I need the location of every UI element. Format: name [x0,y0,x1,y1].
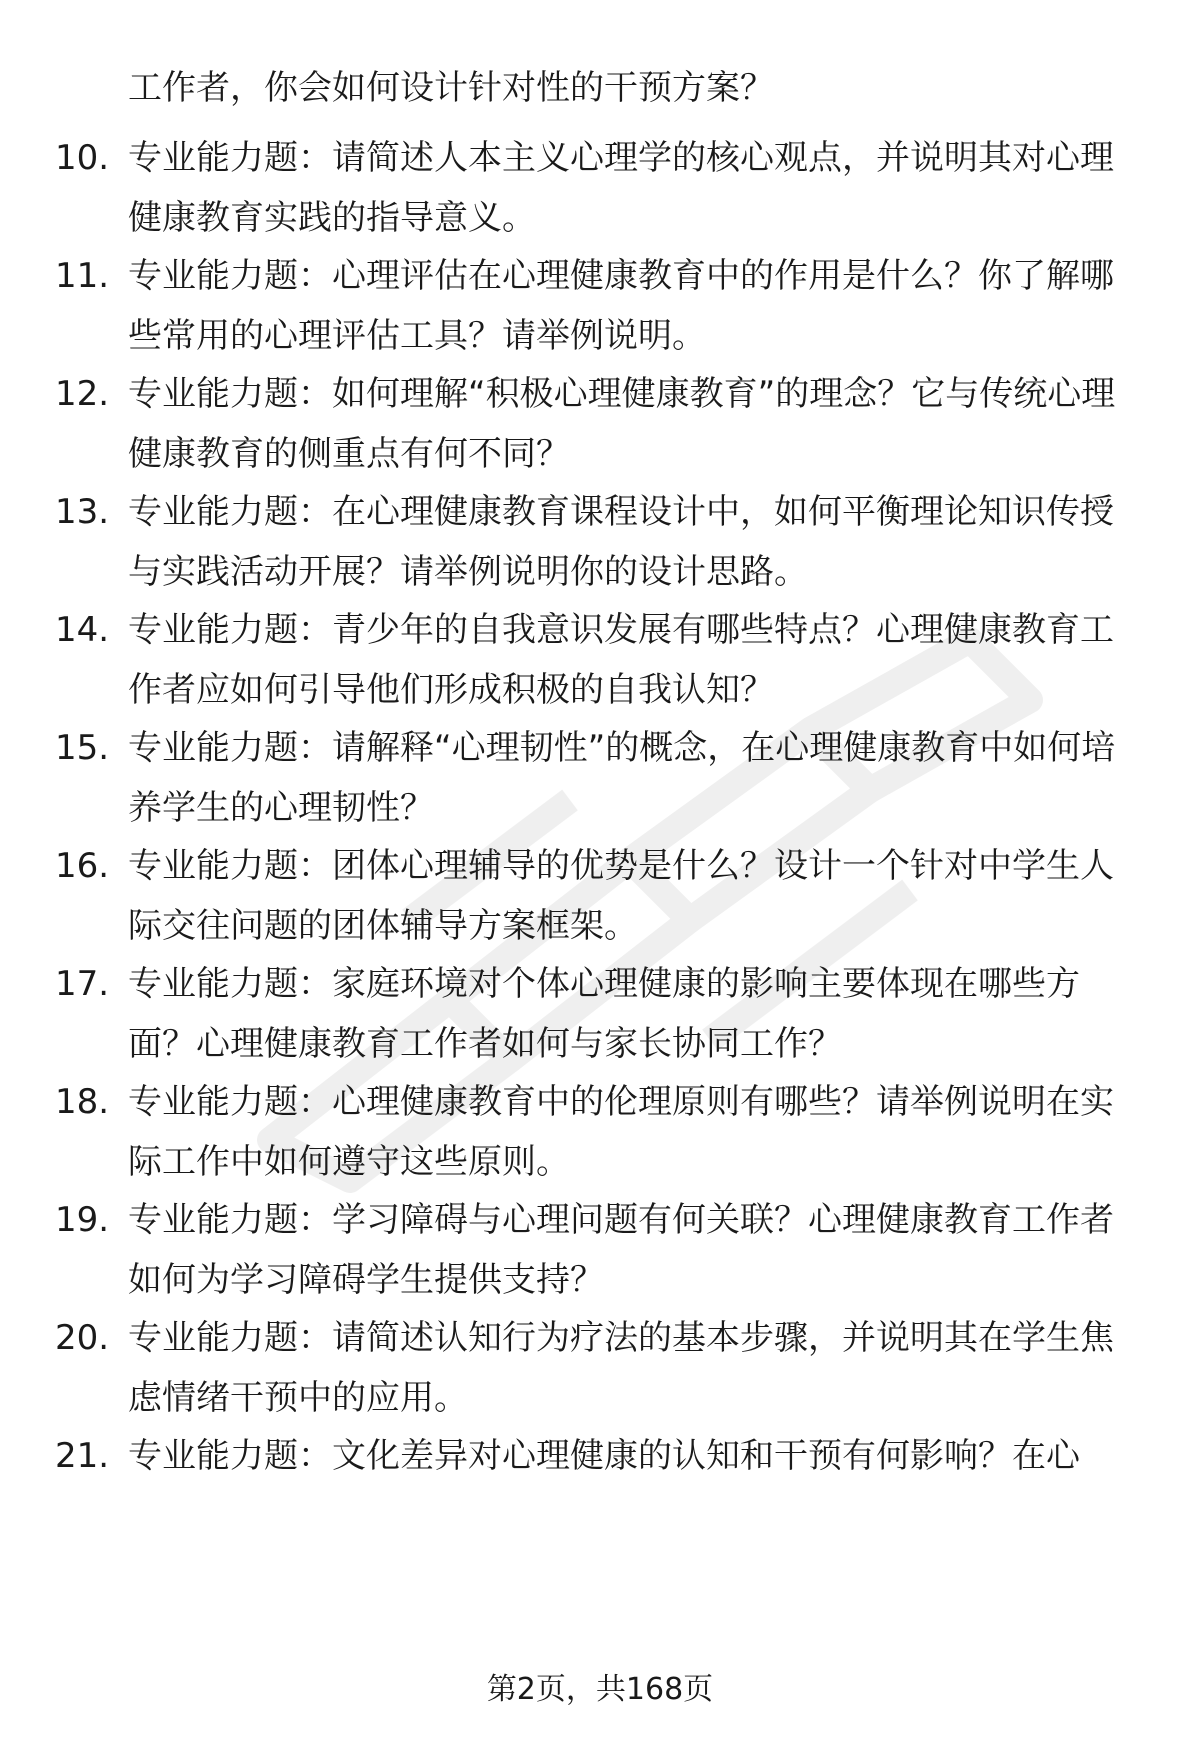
item-number: 10. [55,138,110,178]
item-text: 专业能力题：文化差异对心理健康的认知和干预有何影响？在心 [128,1436,1080,1476]
item-text: 专业能力题：请简述人本主义心理学的核心观点，并说明其对心理健康教育实践的指导意义。 [128,138,1114,238]
item-text: 专业能力题：在心理健康教育课程设计中，如何平衡理论知识传授与实践活动开展？请举例说明你的设计思路。 [128,492,1114,592]
item-number: 15. [55,728,110,768]
item-text: 专业能力题：青少年的自我意识发展有哪些特点？心理健康教育工作者应如何引导他们形成积极的自我认知？ [128,610,1114,710]
page-footer: 第2页，共168页 [486,1672,714,1707]
item-text: 专业能力题：团体心理辅导的优势是什么？设计一个针对中学生人际交往问题的团体辅导方案框架。 [128,846,1114,946]
item-text: 专业能力题：请解释“心理韧性”的概念，在心理健康教育中如何培养学生的心理韧性？ [128,728,1116,828]
item-number: 19. [55,1200,110,1240]
item-number: 16. [55,846,110,886]
item-text: 专业能力题：家庭环境对个体心理健康的影响主要体现在哪些方面？心理健康教育工作者如何与家长协同工作？ [128,964,1080,1064]
item-number: 17. [55,964,110,1004]
item-number: 21. [55,1436,110,1476]
item-number: 18. [55,1082,110,1122]
item-number: 14. [55,610,110,650]
item-text: 专业能力题：如何理解“积极心理健康教育”的理念？它与传统心理健康教育的侧重点有何不同？ [128,374,1116,474]
item-number: 12. [55,374,110,414]
item-number: 20. [55,1318,110,1358]
item-number: 13. [55,492,110,532]
item-text: 专业能力题：心理健康教育中的伦理原则有哪些？请举例说明在实际工作中如何遵守这些原则。 [128,1082,1114,1182]
item-text: 专业能力题：请简述认知行为疗法的基本步骤，并说明其在学生焦虑情绪干预中的应用。 [128,1318,1114,1418]
continuation-text: 工作者，你会如何设计针对性的干预方案？ [128,68,774,108]
item-text: 专业能力题：学习障碍与心理问题有何关联？心理健康教育工作者如何为学习障碍学生提供支持？ [128,1200,1114,1300]
item-text: 专业能力题：心理评估在心理健康教育中的作用是什么？你了解哪些常用的心理评估工具？请举例说明。 [128,256,1114,356]
item-number: 11. [55,256,110,296]
